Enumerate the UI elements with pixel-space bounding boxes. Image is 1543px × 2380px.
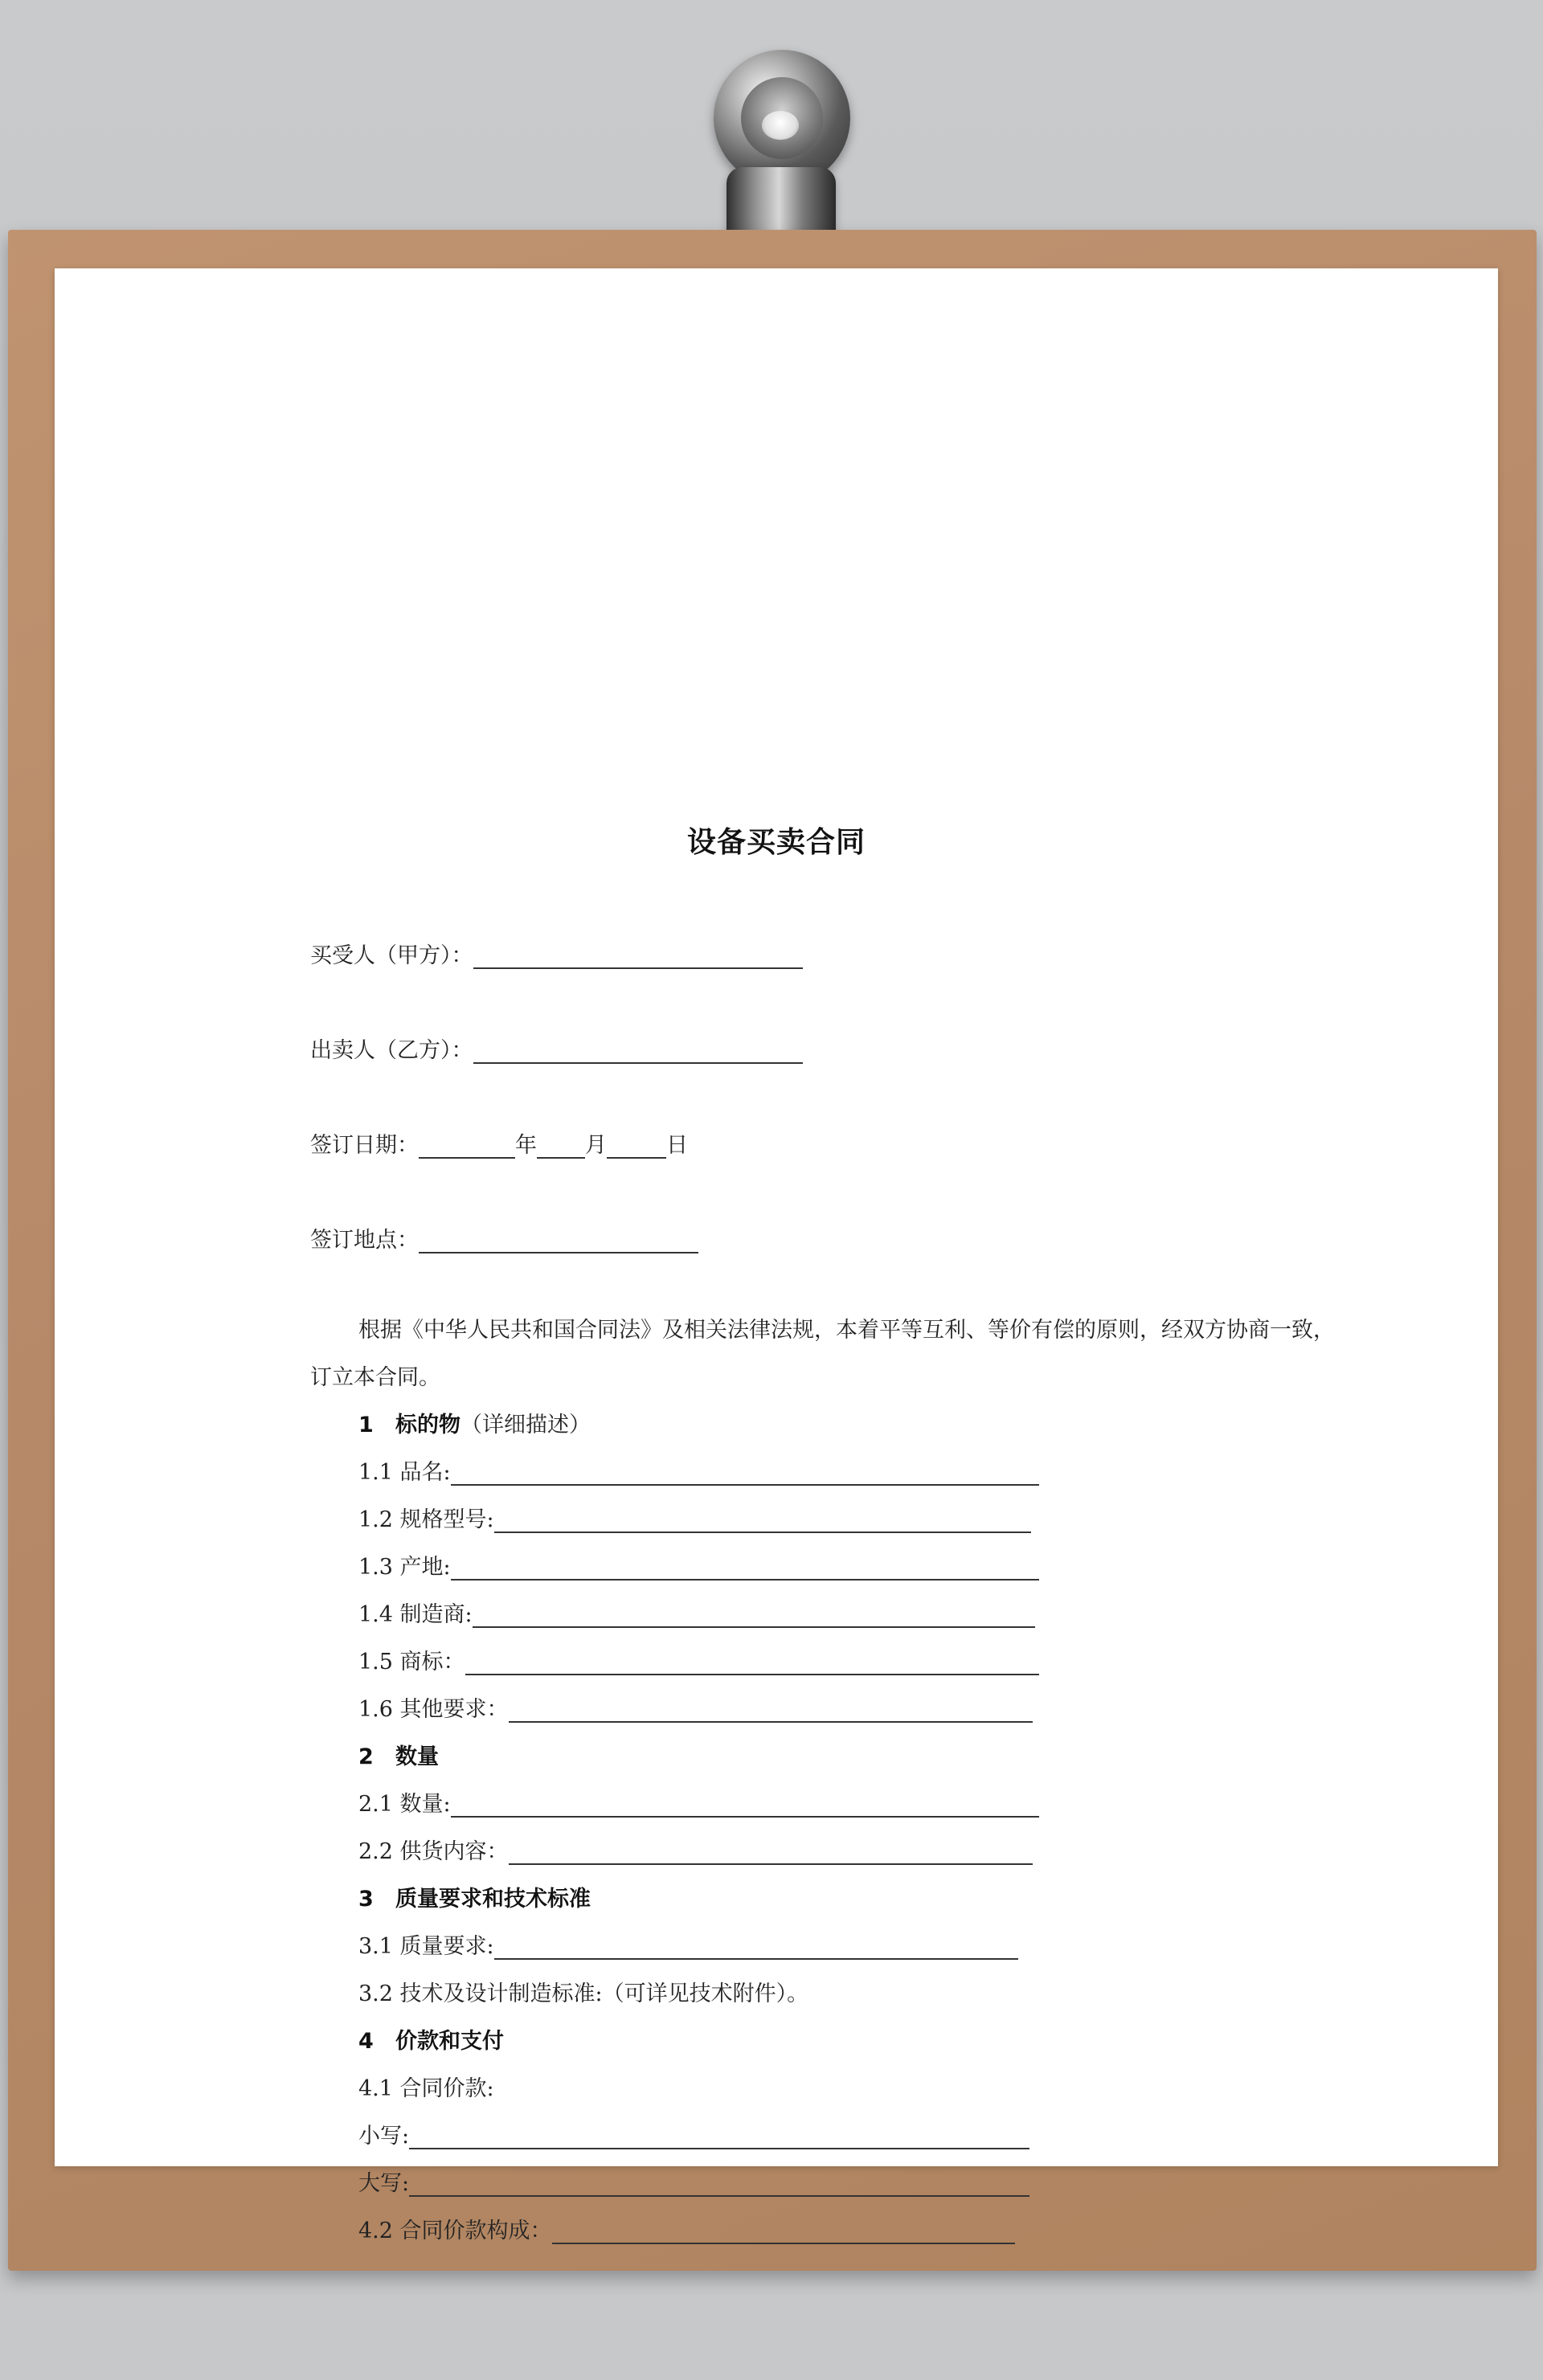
item-2-1: 2.1 数量: [358,1787,1039,1822]
field-blank[interactable] [465,1646,1039,1675]
year-blank[interactable] [419,1130,515,1159]
seller-label: 出卖人（乙方）： [310,1038,473,1063]
item-1-1: 1.1 品名: [358,1455,1039,1491]
field-blank[interactable] [451,1552,1039,1581]
item-2-2: 2.2 供货内容： [358,1834,1033,1870]
place-line [310,1223,698,1258]
item-1-3: 1.3 产地: [358,1550,1039,1585]
section-heading-2: 2 数量 [358,1744,439,1769]
item-3-1: 3.1 质量要求: [358,1929,1018,1965]
buyer-label: 买受人（甲方）： [310,943,473,968]
field-blank[interactable] [552,2215,1015,2244]
date-line [310,1128,688,1163]
place-blank[interactable] [419,1225,698,1253]
item-1-2: 1.2 规格型号: [358,1503,1031,1538]
date-label: 签订日期： [310,1133,419,1158]
date-year: 年 [515,1133,537,1158]
item-1-4: 1.4 制造商: [358,1597,1035,1633]
section-heading-4: 4 价款和支付 [358,2029,504,2054]
buyer-blank[interactable] [473,940,803,969]
field-blank[interactable] [494,1931,1018,1960]
buyer-line [310,939,803,974]
item-1-6: 1.6 其他要求： [358,1692,1033,1728]
field-blank[interactable] [409,2120,1029,2149]
field-blank[interactable] [473,1599,1035,1628]
contract-paper [55,268,1498,2243]
section-note: （详细描述） [460,1413,591,1437]
date-day: 日 [666,1133,688,1158]
page-title: 设备买卖合同 [686,826,866,859]
section-heading-3: 3 质量要求和技术标准 [358,1887,591,1912]
item-3-2: 3.2 技术及设计制造标准:（可详见技术附件）。 [358,1981,809,2006]
field-blank[interactable] [509,1694,1033,1723]
date-month: 月 [585,1133,607,1158]
section-heading-1: 1 标的物（详细描述） [358,1413,591,1437]
item-4-1: 4.1 合同价款: [358,2076,494,2101]
item-4-2: 4.2 合同价款构成： [358,2214,1015,2249]
seller-line [310,1033,803,1069]
field-blank[interactable] [451,1457,1039,1486]
clip-ring-icon [714,50,850,186]
item-1-5: 1.5 商标： [358,1645,1039,1680]
preamble: 根据《中华人民共和国合同法》及相关法律法规，本着平等互利、等价有偿的原则，经双方协商一致，订立本合同。 [310,1318,1335,1390]
item-4-uppercase: 大写: [358,2166,1029,2202]
field-blank[interactable] [494,1504,1031,1533]
place-label: 签订地点： [310,1228,419,1253]
field-blank[interactable] [409,2168,1029,2197]
day-blank[interactable] [607,1130,666,1159]
month-blank[interactable] [537,1130,585,1159]
seller-blank[interactable] [473,1035,803,1064]
field-blank[interactable] [509,1836,1033,1865]
field-blank[interactable] [451,1789,1039,1818]
item-4-lowercase: 小写: [358,2119,1029,2154]
